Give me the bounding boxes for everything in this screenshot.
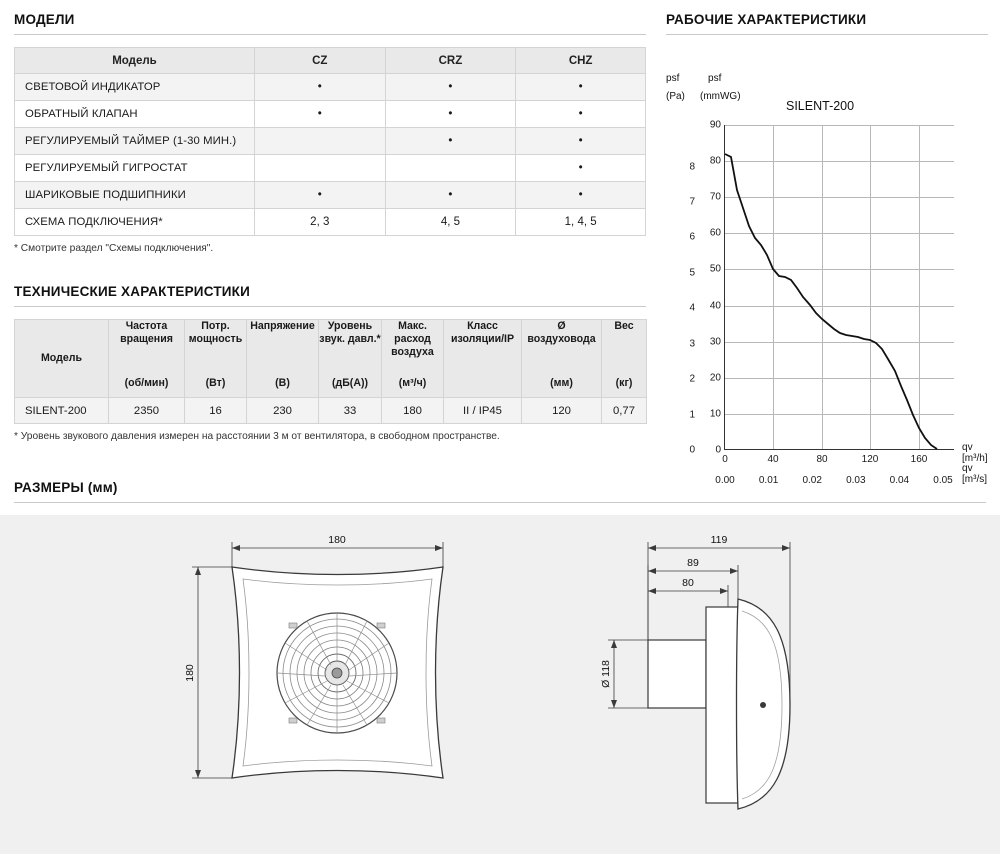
xtick-m3s: 0.00 [715,475,735,486]
cell-crz: • [385,74,516,101]
side-duct [648,640,706,708]
front-width-label: 180 [328,534,346,546]
tech-col-airflow-name: Макс. расход воздуха [391,320,434,359]
side-view [600,534,790,809]
front-grille [277,613,397,733]
ytick-pa: 30 [709,336,721,348]
tech-table-head [15,320,647,398]
xtick-m3h: 0 [722,454,728,465]
xtick-m3s: 0.03 [846,475,866,486]
chart-plot-area [689,119,954,486]
chart-ylabel-mmwg: psf [708,73,722,84]
tech-col-insulation [444,320,522,398]
tech-col-power-unit: (Вт) [205,376,226,389]
ytick-pa: 10 [709,408,721,420]
tech-col-weight-unit: (кг) [615,376,633,389]
tech-col-rpm-unit: (об/мин) [124,376,169,389]
front-view [184,534,443,778]
models-col-crz: CRZ [385,48,516,74]
cell-chz: • [516,155,646,182]
tech-col-airflow-unit: (м³/ч) [398,376,427,389]
cell-crz: • [385,128,516,155]
table-header-row [15,320,647,398]
cell-cz [254,155,385,182]
tech-col-rpm [109,320,185,398]
side-diameter-label: Ø 118 [600,660,612,688]
models-col-model: Модель [15,48,255,74]
chart-section [666,12,988,486]
ytick-mmwg: 0 [689,444,695,456]
tech-table [14,319,647,424]
cell-crz: • [385,182,516,209]
dims-section-title: РАЗМЕРЫ (мм) [14,480,986,503]
models-table [14,47,646,236]
front-height-label: 180 [184,664,196,682]
table-row [15,128,646,155]
tech-col-model: Модель [15,320,109,398]
tech-col-duct [522,320,602,398]
ytick-pa: 50 [709,263,721,275]
cell-chz: • [516,182,646,209]
tech-col-power-name: Потр. мощность [188,320,243,346]
tech-col-voltage-name: Напряжение [250,320,315,332]
tech-col-voltage [247,320,319,398]
table-row [15,398,647,424]
cell-chz: 1, 4, 5 [516,209,646,236]
ytick-pa: 90 [709,119,721,131]
ytick-mmwg: 5 [689,267,695,279]
models-table-head [15,48,646,74]
side-body [706,607,738,803]
xtick-m3h: 120 [861,454,879,465]
tech-cell-airflow: 180 [382,398,444,424]
left-column [14,12,646,442]
cell-crz [385,155,516,182]
ytick-pa: 20 [709,372,721,384]
models-section-title: МОДЕЛИ [14,12,646,35]
tech-cell-insulation: II / IP45 [444,398,522,424]
ytick-pa: 0 [715,444,721,456]
chart-title: SILENT-200 [786,99,855,113]
side-diameter-dimension [608,640,648,708]
chart-xlabel-m3h: qv [m³/h] [962,442,988,464]
chart-section-title: РАБОЧИЕ ХАРАКТЕРИСТИКИ [666,12,988,35]
ytick-mmwg: 7 [689,196,695,208]
tech-cell-noise: 33 [319,398,382,424]
ytick-pa: 60 [709,227,721,239]
table-row [15,101,646,128]
xtick-m3s: 0.01 [758,475,779,486]
table-header-row [15,48,646,74]
cell-cz: 2, 3 [254,209,385,236]
tech-table-body [15,398,647,424]
performance-chart [666,47,988,486]
chart-xlabel-m3s: qv [m³/s] [962,463,987,485]
tech-col-voltage-unit: (В) [275,376,290,389]
tech-cell-weight: 0,77 [602,398,647,424]
tech-col-airflow [382,320,444,398]
xtick-m3s: 0.05 [933,475,953,486]
ytick-mmwg: 8 [689,161,695,173]
xtick-m3h: 40 [767,454,779,465]
dimensions-drawing [0,515,1000,854]
ytick-mmwg: 1 [689,409,695,420]
ytick-pa: 80 [709,155,721,167]
ytick-pa: 70 [709,191,721,203]
cell-chz: • [516,101,646,128]
tech-col-power [185,320,247,398]
xtick-m3s: 0.04 [889,475,910,486]
side-body-label: 89 [687,557,699,569]
tech-section [14,284,646,442]
side-total-label: 119 [710,534,728,546]
models-col-cz: CZ [254,48,385,74]
side-center-dot [760,702,766,708]
tech-col-duct-name: Ø воздуховода [527,320,596,346]
tech-col-weight [602,320,647,398]
table-row [15,74,646,101]
tech-section-title: ТЕХНИЧЕСКИЕ ХАРАКТЕРИСТИКИ [14,284,646,307]
cell-cz [254,128,385,155]
ytick-pa: 40 [709,300,721,311]
xtick-m3h: 80 [816,454,828,465]
tech-cell-duct: 120 [522,398,602,424]
models-col-chz: CHZ [516,48,646,74]
row-label: СХЕМА ПОДКЛЮЧЕНИЯ* [15,209,255,236]
tech-col-noise [319,320,382,398]
cell-cz: • [254,182,385,209]
tech-col-duct-unit: (мм) [550,376,573,389]
tech-cell-power: 16 [185,398,247,424]
ytick-mmwg: 6 [689,231,695,243]
tech-cell-rpm: 2350 [109,398,185,424]
table-row [15,182,646,209]
tech-col-noise-unit: (дБ(А)) [331,376,369,389]
ytick-mmwg: 4 [689,302,695,314]
cell-crz: 4, 5 [385,209,516,236]
row-label: ОБРАТНЫЙ КЛАПАН [15,101,255,128]
tech-cell-voltage: 230 [247,398,319,424]
models-table-body [15,74,646,236]
xtick-m3h: 160 [910,454,928,465]
row-label: ШАРИКОВЫЕ ПОДШИПНИКИ [15,182,255,209]
row-label: РЕГУЛИРУЕМЫЙ ГИГРОСТАТ [15,155,255,182]
xtick-m3s: 0.02 [802,475,822,486]
tech-col-rpm-name: Частота вращения [120,320,173,346]
dimensions-illustration [0,515,1000,854]
row-label: РЕГУЛИРУЕМЫЙ ТАЙМЕР (1-30 МИН.) [15,128,255,155]
table-row [15,209,646,236]
tech-col-weight-name: Вес [614,320,634,332]
ytick-mmwg: 2 [689,373,695,385]
tech-cell-model: SILENT-200 [15,398,109,424]
performance-curve [725,125,955,450]
cell-chz: • [516,74,646,101]
cell-crz: • [385,101,516,128]
tech-col-noise-name: Уровень звук. давл.* [319,320,381,346]
chart-ylabel-pa-unit: (Pa) [666,91,685,102]
models-footnote: * Смотрите раздел "Схемы подключения". [14,243,214,254]
side-duct-label: 80 [682,577,694,589]
table-row [15,155,646,182]
tech-col-insulation-name: Класс изоляции/IP [450,320,515,346]
cell-cz: • [254,74,385,101]
front-height-dimension [192,567,232,778]
cell-cz: • [254,101,385,128]
row-label: СВЕТОВОЙ ИНДИКАТОР [15,74,255,101]
tech-footnote: * Уровень звукового давления измерен на расстоянии 3 м от вентилятора, в свободном пространстве. [14,431,500,442]
cell-chz: • [516,128,646,155]
ytick-mmwg: 3 [689,338,695,350]
chart-ylabel-mmwg-unit: (mmWG) [700,91,741,102]
chart-ylabel-pa: psf [666,73,680,84]
